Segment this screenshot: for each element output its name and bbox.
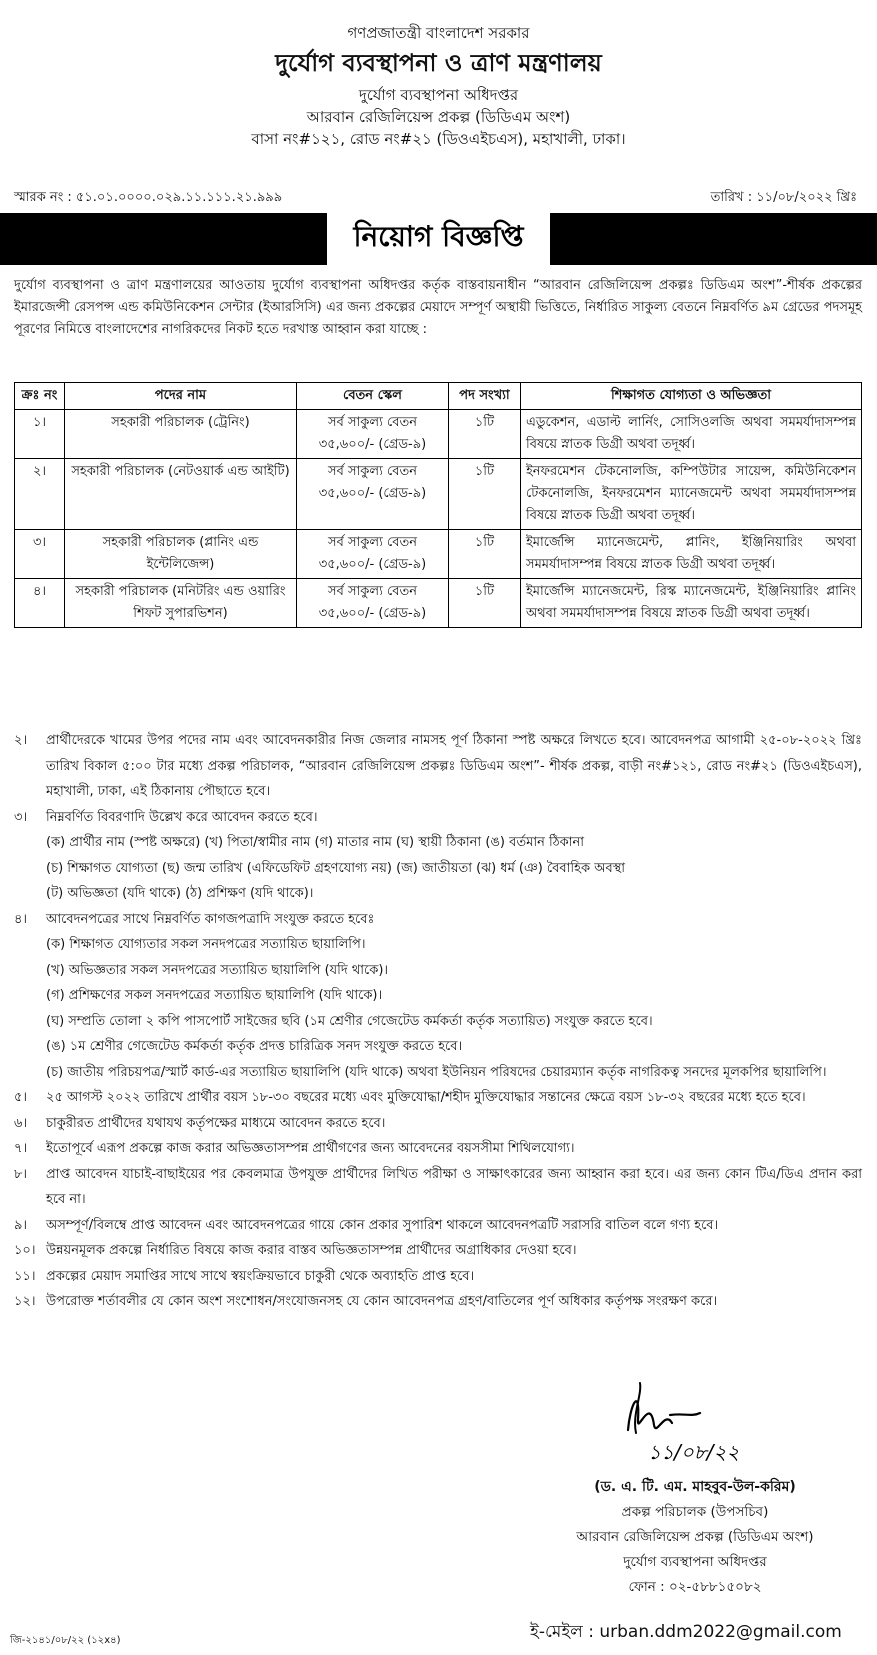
clause-number: ৬। <box>14 1115 28 1131</box>
row-qualification: এডুকেশন, এডাল্ট লার্নিং, সোসিওলজি অথবা সমমর্যাদাসম্পন্ন বিষয়ে স্নাতক ডিগ্রী অথবা তদূর্ধ্ব। <box>521 410 862 459</box>
clause-number: ৮। <box>14 1166 28 1182</box>
clause-text: উপরোক্ত শর্তাবলীর যে কোন অংশ সংশোধন/সংযোজনসহ যে কোন আবেদনপত্র গ্রহণ/বাতিলের পূর্ণ অধিকার কর্তৃপক্ষ সংরক্ষণ করে। <box>46 1294 718 1309</box>
clause-number: ১০। <box>14 1243 36 1258</box>
row-post: সহকারী পরিচালক (প্লানিং এন্ড ইন্টেলিজেন্স) <box>65 530 297 579</box>
signatory-block <box>520 1475 870 1600</box>
clause-number: ৭। <box>14 1141 28 1156</box>
title-banner <box>0 213 877 265</box>
row-sl: ৩। <box>15 530 65 579</box>
clause-subitem: (চ) জাতীয় পরিচয়পত্র/স্মার্ট কার্ড-এর সত্যায়িত ছায়ালিপি (যদি থাকে) অথবা ইউনিয়ন পরিষদের চেয়ারম্যান কর্তৃক নাগরিকত্ব সনদের মূলকপির ছায়ালিপি। <box>46 1064 827 1080</box>
department-name: দুর্যোগ ব্যবস্থাপনা অধিদপ্তর <box>358 86 519 104</box>
clause-subitem: (ক) প্রার্থীর নাম (স্পষ্ট অক্ষরে) (খ) পিতা/স্বামীর নাম (গ) মাতার নাম (ঘ) স্থায়ী ঠিকানা (ঙ) বর্তমান ঠিকানা <box>46 835 585 850</box>
print-reference: জি-২১৪১/০৮/২২ (১২x৪) <box>10 1635 121 1646</box>
clause-text: ২৫ আগস্ট ২০২২ তারিখে প্রার্থীর বয়স ১৮-৩০ বছরের মধ্যে এবং মুক্তিযোদ্ধা/শহীদ মুক্তিযোদ্ধার সন্তানের ক্ষেত্রে বয়স ১৮-৩২ বছরের মধ্যে হতে হবে। <box>46 1090 806 1105</box>
clause-number: ১১। <box>14 1268 36 1284</box>
signatory-phone: ফোন : ০২-৫৮৮১৫০৮২ <box>628 1579 762 1595</box>
signatory-department: দুর্যোগ ব্যবস্থাপনা অধিদপ্তর <box>623 1554 767 1570</box>
col-header-sl: ক্রঃ নং <box>15 383 65 410</box>
clause-number: ৯। <box>14 1217 28 1233</box>
list-item <box>14 1289 862 1315</box>
list-item <box>14 1213 862 1239</box>
row-count: ১টি <box>449 459 521 530</box>
clause-number: ২। <box>14 733 28 748</box>
row-post: সহকারী পরিচালক (নেটওয়ার্ক এন্ড আইটি) <box>65 459 297 530</box>
table-header-row <box>15 383 862 410</box>
posts-table <box>14 382 862 628</box>
row-qualification: ইমার্জেন্সি ম্যানেজমেন্ট, রিস্ক ম্যানেজমেন্ট, ইঞ্জিনিয়ারিং প্লানিং অথবা সমমর্যাদাসম্পন্ন বিষয়ে স্নাতক ডিগ্রী অথবা তদূর্ধ্ব। <box>521 579 862 628</box>
row-sl: ২। <box>15 459 65 530</box>
col-header-qualification: শিক্ষাগত যোগ্যতা ও অভিজ্ঞতা <box>521 383 862 410</box>
clause-number: ৩। <box>14 809 28 825</box>
clause-number: ১২। <box>14 1294 36 1309</box>
clause-subitem: (খ) অভিজ্ঞতার সকল সনদপত্রের সত্যায়িত ছায়ালিপি (যদি থাকে)। <box>46 962 389 978</box>
memo-number: স্মারক নং : ৫১.০১.০০০০.০২৯.১১.১১১.২১.৯৯৯ <box>14 190 283 205</box>
signatory-project: আরবান রেজিলিয়েন্স প্রকল্প (ডিডিএম অংশ) <box>576 1529 814 1545</box>
intro-paragraph: দুর্যোগ ব্যবস্থাপনা ও ত্রাণ মন্ত্রণালয়ের আওতায় দুর্যোগ ব্যবস্থাপনা অধিদপ্তর কর্তৃক বাস্তবায়নাধীন “আরবান রেজিলিয়েন্স প্রকল্পঃ ডিডিএম অংশ”-শীর্ষক প্রকল্পের ইমারজেন্সী রেসপন্স এন্ড কমিউনিকেশন সেন্টার (ইআরসিসি) এর জন্য প্রকল্পের মেয়াদে সম্পূর্ণ অস্থায়ী ভিত্তিতে, নির্ধারিত সাকুল্য বেতনে নিম্নবর্ণিত ৯ম গ্রেডের পদসমূহ পূরণের নিমিত্তে বাংলাদেশের নাগরিকদের নিকট হতে দরখাস্ত আহ্বান করা যাচ্ছে : <box>14 278 862 337</box>
row-sl: ১। <box>15 410 65 459</box>
clause-text: প্রকল্পের মেয়াদ সমাপ্তির সাথে সাথে স্বয়ংক্রিয়ভাবে চাকুরী থেকে অব্যাহতি প্রাপ্ত হবে। <box>46 1268 475 1284</box>
col-header-salary: বেতন স্কেল <box>297 383 449 410</box>
list-item <box>14 907 862 1086</box>
clause-text: চাকুরীরত প্রার্থীদের যথাযথ কর্তৃপক্ষের মাধ্যমে আবেদন করতে হবে। <box>46 1115 386 1131</box>
table-row <box>15 459 862 530</box>
clause-number: ৪। <box>14 911 28 927</box>
col-header-count: পদ সংখ্যা <box>449 383 521 410</box>
row-post: সহকারী পরিচালক (মনিটরিং এন্ড ওয়ারিং শিফট সুপারভিশন) <box>65 579 297 628</box>
list-item <box>14 728 862 805</box>
clause-text: নিম্নবর্ণিত বিবরণাদি উল্লেখ করে আবেদন করতে হবে। <box>46 809 318 825</box>
list-item <box>14 1111 862 1137</box>
signature-date: ১১/০৮/২২ <box>648 1440 740 1464</box>
clause-subitem: (ঙ) ১ম শ্রেণীর গেজেটেড কর্মকর্তা কর্তৃক প্রদত্ত চারিত্রিক সনদ সংযুক্ত করতে হবে। <box>46 1039 463 1054</box>
table-row <box>15 410 862 459</box>
row-qualification: ইনফরমেশন টেকনোলজি, কম্পিউটার সায়েন্স, কমিউনিকেশন টেকনোলজি, ইনফরমেশন ম্যানেজমেন্ট অথবা সমমর্যাদাসম্পন্ন বিষয়ে স্নাতক ডিগ্রী অথবা তদূর্ধ্ব। <box>521 459 862 530</box>
row-salary: সর্ব সাকুল্য বেতন ৩৫,৬০০/- (গ্রেড-৯) <box>297 410 449 459</box>
clause-subitem: (গ) প্রশিক্ষণের সকল সনদপত্রের সত্যায়িত ছায়ালিপি (যদি থাকে)। <box>46 988 383 1003</box>
letterhead <box>0 22 877 150</box>
row-sl: ৪। <box>15 579 65 628</box>
clause-number: ৫। <box>14 1090 28 1105</box>
clause-subitem: (চ) শিক্ষাগত যোগ্যতা (ছ) জন্ম তারিখ (এফিডেফিট গ্রহণযোগ্য নয়) (জ) জাতীয়তা (ঝ) ধর্ম (ঞ) বৈবাহিক অবস্থা <box>46 860 626 876</box>
page-title: নিয়োগ বিজ্ঞপ্তি <box>327 213 549 266</box>
signatory-designation: প্রকল্প পরিচালক (উপসচিব) <box>621 1504 769 1520</box>
list-item <box>14 1085 862 1111</box>
row-salary: সর্ব সাকুল্য বেতন ৩৫,৬০০/- (গ্রেড-৯) <box>297 530 449 579</box>
table-row <box>15 530 862 579</box>
contact-email: ই-মেইল : urban.ddm2022@gmail.com <box>530 1622 842 1642</box>
ministry-name: দুর্যোগ ব্যবস্থাপনা ও ত্রাণ মন্ত্রণালয় <box>275 49 602 77</box>
clause-subitem: (ক) শিক্ষাগত যোগ্যতার সকল সনদপত্রের সত্যায়িত ছায়ালিপি। <box>46 937 366 952</box>
govt-name: গণপ্রজাতন্ত্রী বাংলাদেশ সরকার <box>347 24 530 42</box>
col-header-post: পদের নাম <box>65 383 297 410</box>
list-item <box>14 1136 862 1162</box>
row-qualification: ইমার্জেন্সি ম্যানেজমেন্ট, প্লানিং, ইঞ্জিনিয়ারিং অথবা সমমর্যাদাসম্পন্ন বিষয়ে স্নাতক ডিগ্রী অথবা তদূর্ধ্ব। <box>521 530 862 579</box>
issue-date: তারিখ : ১১/০৮/২০২২ খ্রিঃ <box>710 190 857 205</box>
clause-subitem: (ট) অভিজ্ঞতা (যদি থাকে) (ঠ) প্রশিক্ষণ (যদি থাকে)। <box>46 886 314 901</box>
top-scan-edge <box>0 0 877 5</box>
row-count: ১টি <box>449 410 521 459</box>
handwritten-signature <box>610 1375 770 1465</box>
clause-subitem: (ঘ) সম্প্রতি তোলা ২ কপি পাসপোর্ট সাইজের ছবি (১ম শ্রেণীর গেজেটেড কর্মকর্তা কর্তৃক সত্যায়িত) সংযুক্ত করতে হবে। <box>46 1013 653 1029</box>
list-item <box>14 1162 862 1213</box>
clause-text: অসম্পূর্ণ/বিলম্বে প্রাপ্ত আবেদন এবং আবেদনপত্রের গায়ে কোন প্রকার সুপারিশ থাকলে আবেদনপত্রটি সরাসরি বাতিল বলে গণ্য হবে। <box>46 1217 719 1233</box>
clause-text: আবেদনপত্রের সাথে নিম্নবর্ণিত কাগজপত্রাদি সংযুক্ত করতে হবেঃ <box>46 911 375 927</box>
list-item <box>14 1238 862 1264</box>
clause-text: প্রাপ্ত আবেদন যাচাই-বাছাইয়ের পর কেবলমাত্র উপযুক্ত প্রার্থীদের লিখিত পরীক্ষা ও সাক্ষাৎকারের জন্য আহ্বান করা হবে। এর জন্য কোন টিএ/ডিএ প্রদান করা হবে না। <box>46 1166 862 1207</box>
office-address: বাসা নং#১২১, রোড নং#২১ (ডিওএইচএস), মহাখালী, ঢাকা। <box>251 130 626 148</box>
table-row <box>15 579 862 628</box>
row-post: সহকারী পরিচালক (ট্রেনিং) <box>65 410 297 459</box>
clause-text: প্রার্থীদেরকে খামের উপর পদের নাম এবং আবেদনকারীর নিজ জেলার নামসহ পূর্ণ ঠিকানা স্পষ্ট অক্ষরে লিখতে হবে। আবেদনপত্র আগামী ২৫-০৮-২০২২ খ্রিঃ তারিখ বিকাল ৫:০০ টার মধ্যে প্রকল্প পরিচালক, “আরবান রেজিলিয়েন্স প্রকল্পঃ ডিডিএম অংশ”- শীর্ষক প্রকল্প, বাড়ী নং#১২১, রোড নং#২১ (ডিওএইচএস), মহাখালী, ঢাকা, এই ঠিকানায় পৌছাতে হবে। <box>46 733 862 799</box>
conditions-list <box>14 728 862 1315</box>
list-item <box>14 805 862 907</box>
row-salary: সর্ব সাকুল্য বেতন ৩৫,৬০০/- (গ্রেড-৯) <box>297 579 449 628</box>
clause-text: ইতোপূর্বে এরূপ প্রকল্পে কাজ করার অভিজ্ঞতাসম্পন্ন প্রার্থীগণের জন্য আবেদনের বয়সসীমা শিথিলযোগ্য। <box>46 1141 575 1156</box>
row-salary: সর্ব সাকুল্য বেতন ৩৫,৬০০/- (গ্রেড-৯) <box>297 459 449 530</box>
project-name: আরবান রেজিলিয়েন্স প্রকল্প (ডিডিএম অংশ) <box>306 108 571 126</box>
row-count: ১টি <box>449 530 521 579</box>
row-count: ১টি <box>449 579 521 628</box>
clause-text: উন্নয়নমূলক প্রকল্পে নির্ধারিত বিষয়ে কাজ করার বাস্তব অভিজ্ঞতাসম্পন্ন প্রার্থীদের অগ্রাধিকার দেওয়া হবে। <box>46 1243 577 1258</box>
signatory-name: (ড. এ. টি. এম. মাহবুব-উল-করিম) <box>594 1479 796 1495</box>
list-item <box>14 1264 862 1290</box>
